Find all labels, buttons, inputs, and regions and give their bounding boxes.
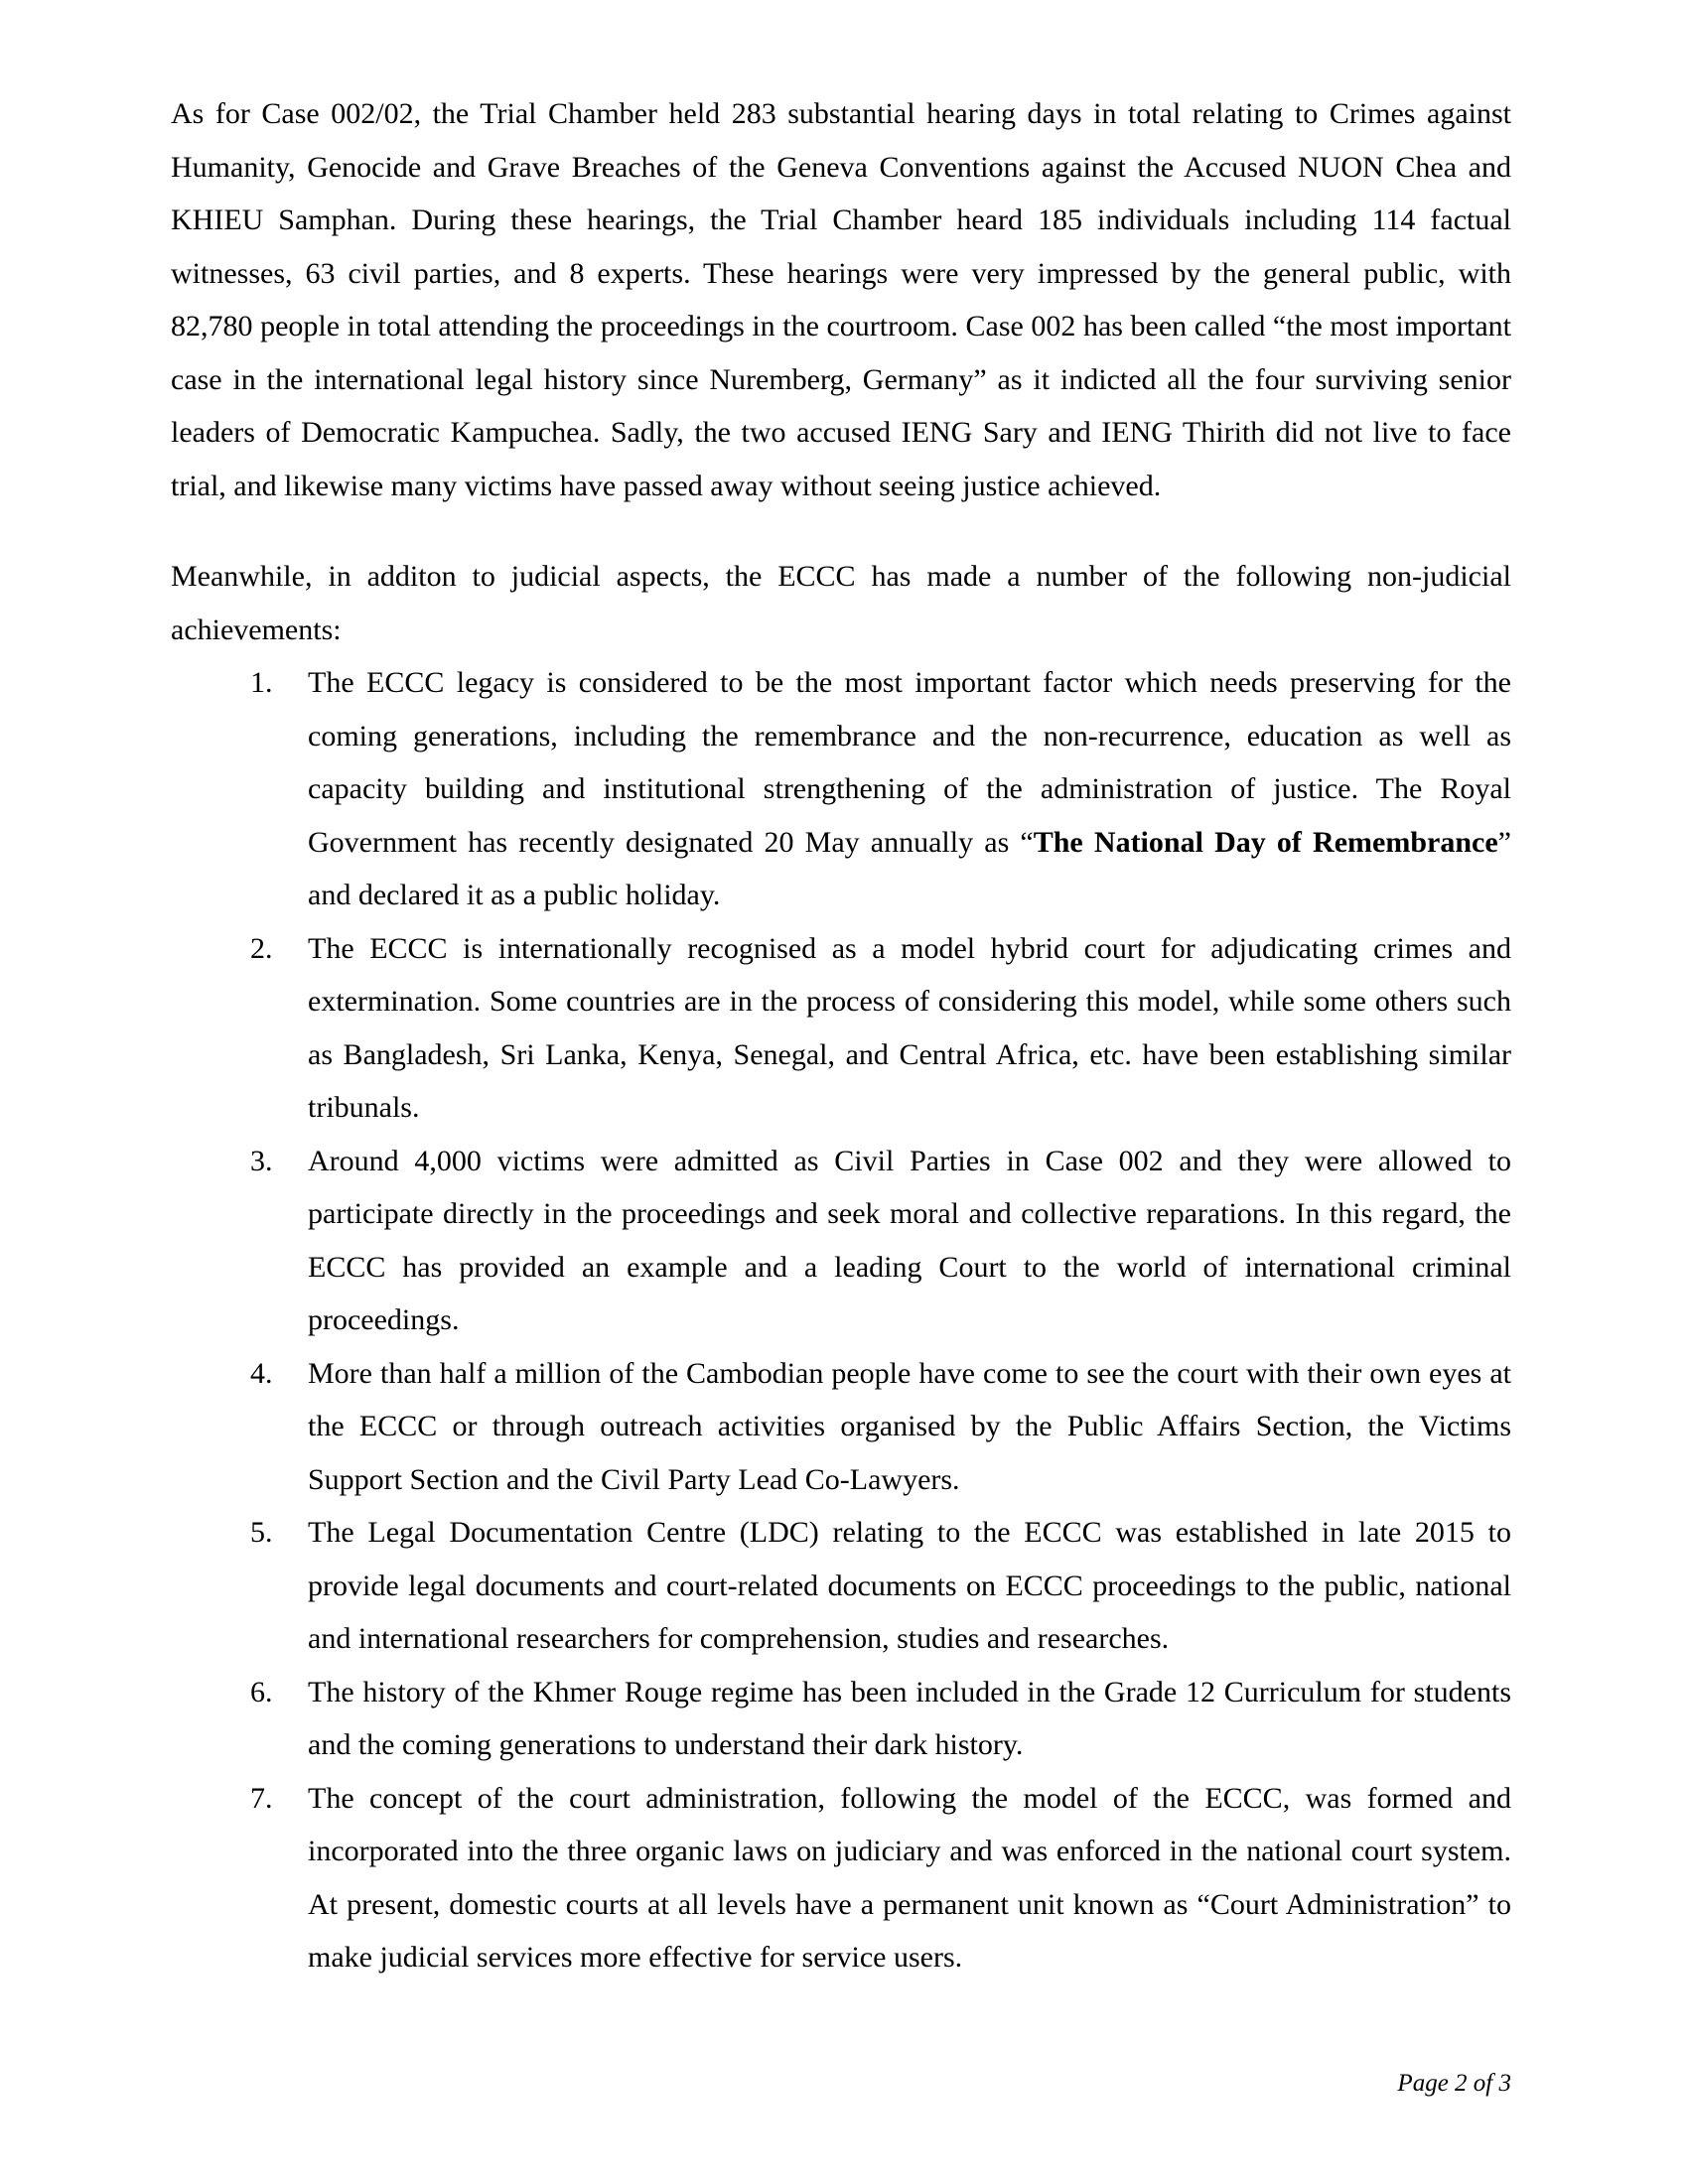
page-number-footer: Page 2 of 3	[1397, 2070, 1511, 2097]
list-item	[171, 656, 1511, 922]
list-item-text: Around 4,000 victims were admitted as Civil Parties in Case 002 and they were allowed to participate directly in the proceedings and seek moral and collective reparations. In this regard, the ECCC has provided an example and a leading Court to the world of international criminal proceedings.	[308, 1144, 1511, 1336]
list-item-text: The ECCC is internationally recognised as a model hybrid court for adjudicating crimes and extermination. Some countries are in the process of considering this model, while some others such as Bangladesh, Sri Lanka, Kenya, Senegal, and Central Africa, etc. have been establishing similar tribunals.	[308, 931, 1511, 1124]
list-item-number: 4.	[250, 1356, 273, 1390]
achievements-intro: Meanwhile, in additon to judicial aspects, the ECCC has made a number of the following non-judicial achievements:	[171, 560, 1511, 646]
list-item-number: 7.	[250, 1781, 273, 1815]
list-item	[171, 1666, 1511, 1772]
list-item	[171, 922, 1511, 1135]
list-item-number: 5.	[250, 1516, 273, 1549]
list-item-number: 6.	[250, 1675, 273, 1708]
list-item-text: The concept of the court administration, following the model of the ECCC, was formed and incorporated into the three organic laws on judiciary and was enforced in the national court system. At present, domestic courts at all levels have a permanent unit known as “Court Administration” to make judicial services more effective for service users.	[308, 1781, 1511, 1974]
list-item-number: 2.	[250, 931, 273, 965]
achievements-list	[171, 656, 1511, 1984]
list-item	[171, 1347, 1511, 1507]
list-item-text: The ECCC legacy is considered to be the most important factor which needs preserving for the coming generations, including the remembrance and the non-recurrence, education as well as capacity building and institutional strengthening of the administration of justice. The Royal Government has recently designated 20 May annually as “The National Day of Remembrance” and declared it as a public holiday.	[308, 666, 1511, 911]
national-day-bold: The National Day of Remembrance	[1033, 825, 1498, 859]
list-item-number: 1.	[250, 666, 273, 699]
list-item-number: 3.	[250, 1144, 273, 1177]
case-002-paragraph: As for Case 002/02, the Trial Chamber held 283 substantial hearing days in total relating to Crimes against Humanity, Genocide and Grave Breaches of the Geneva Conventions against the Accused NUON Chea and KHIEU Samphan. During these hearings, the Trial Chamber heard 185 individuals including 114 factual witnesses, 63 civil parties, and 8 experts. These hearings were very impressed by the general public, with 82,780 people in total attending the proceedings in the courtroom. Case 002 has been called “the most important case in the international legal history since Nuremberg, Germany” as it indicted all the four surviving senior leaders of Democratic Kampuchea. Sadly, the two accused IENG Sary and IENG Thirith did not live to face trial, and likewise many victims have passed away without seeing justice achieved.	[171, 97, 1511, 502]
list-item	[171, 1506, 1511, 1666]
list-item	[171, 1135, 1511, 1347]
list-item-text: The Legal Documentation Centre (LDC) relating to the ECCC was established in late 2015 to provide legal documents and court-related documents on ECCC proceedings to the public, national and international researchers for comprehension, studies and researches.	[308, 1516, 1511, 1655]
list-item-text: The history of the Khmer Rouge regime has been included in the Grade 12 Curriculum for students and the coming generations to understand their dark history.	[308, 1675, 1511, 1761]
document-page	[171, 87, 1511, 1984]
list-item	[171, 1772, 1511, 1984]
list-item-text: More than half a million of the Cambodian people have come to see the court with their own eyes at the ECCC or through outreach activities organised by the Public Affairs Section, the Victims Support Section and the Civil Party Lead Co-Lawyers.	[308, 1356, 1511, 1496]
